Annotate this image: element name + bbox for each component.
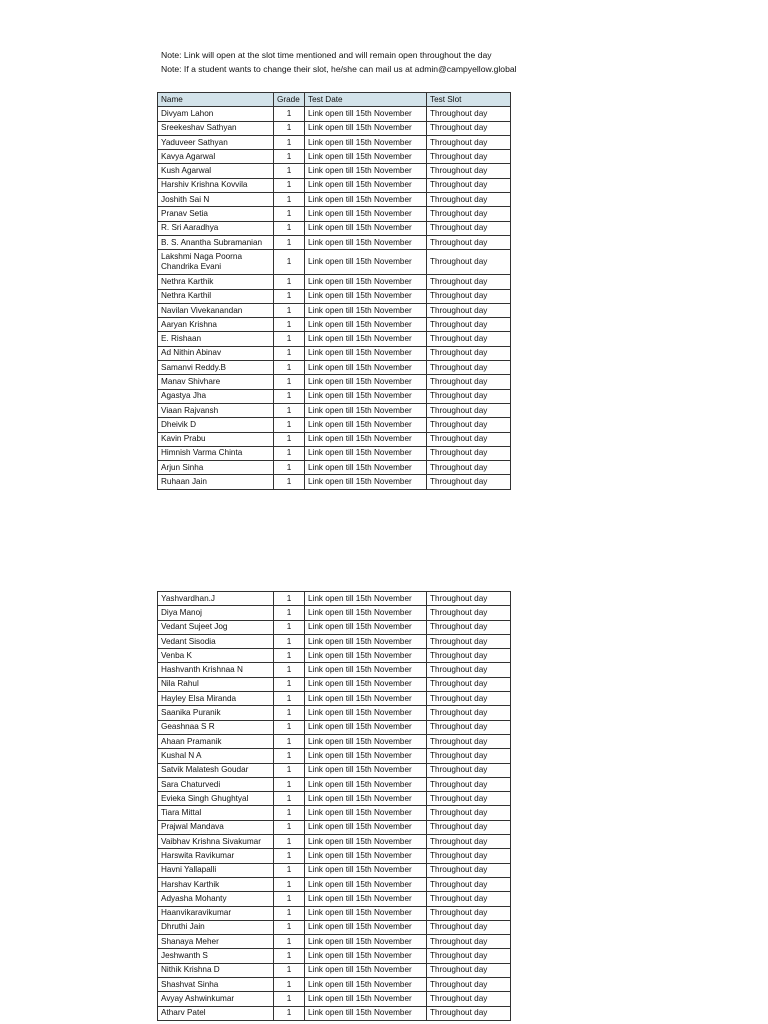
cell-test-slot: Throughout day <box>427 250 511 275</box>
cell-test-date: Link open till 15th November <box>305 734 427 748</box>
table-row <box>158 706 511 720</box>
cell-test-date: Link open till 15th November <box>305 135 427 149</box>
cell-test-date: Link open till 15th November <box>305 949 427 963</box>
cell-test-slot: Throughout day <box>427 375 511 389</box>
cell-name: Havni Yallapalli <box>158 863 274 877</box>
table-row <box>158 906 511 920</box>
table-row <box>158 963 511 977</box>
cell-test-slot: Throughout day <box>427 892 511 906</box>
cell-test-date: Link open till 15th November <box>305 221 427 235</box>
cell-test-date: Link open till 15th November <box>305 777 427 791</box>
cell-test-slot: Throughout day <box>427 706 511 720</box>
cell-test-date: Link open till 15th November <box>305 207 427 221</box>
cell-grade: 1 <box>274 949 305 963</box>
table-row <box>158 361 511 375</box>
cell-name: Divyam Lahon <box>158 107 274 121</box>
cell-test-slot: Throughout day <box>427 389 511 403</box>
cell-name: Yashvardhan.J <box>158 592 274 606</box>
table-row <box>158 150 511 164</box>
table-row <box>158 107 511 121</box>
table-row <box>158 289 511 303</box>
table-row <box>158 418 511 432</box>
cell-grade: 1 <box>274 920 305 934</box>
table-row <box>158 446 511 460</box>
cell-grade: 1 <box>274 418 305 432</box>
cell-grade: 1 <box>274 763 305 777</box>
table-row <box>158 692 511 706</box>
table-row <box>158 649 511 663</box>
cell-test-slot: Throughout day <box>427 849 511 863</box>
cell-name: Kavya Agarwal <box>158 150 274 164</box>
cell-grade: 1 <box>274 692 305 706</box>
cell-name: Jeshwanth S <box>158 949 274 963</box>
cell-grade: 1 <box>274 835 305 849</box>
cell-grade: 1 <box>274 275 305 289</box>
cell-grade: 1 <box>274 734 305 748</box>
table-row <box>158 863 511 877</box>
cell-name: Shanaya Meher <box>158 935 274 949</box>
cell-test-date: Link open till 15th November <box>305 806 427 820</box>
cell-name: B. S. Anantha Subramanian <box>158 235 274 249</box>
cell-name: Lakshmi Naga Poorna Chandrika Evani <box>158 250 274 275</box>
cell-name: Adyasha Mohanty <box>158 892 274 906</box>
cell-test-slot: Throughout day <box>427 992 511 1006</box>
table-row <box>158 332 511 346</box>
cell-test-slot: Throughout day <box>427 150 511 164</box>
table-row <box>158 164 511 178</box>
cell-name: Nethra Karthil <box>158 289 274 303</box>
cell-name: Nithik Krishna D <box>158 963 274 977</box>
cell-grade: 1 <box>274 164 305 178</box>
table-header-row <box>158 93 511 107</box>
cell-test-slot: Throughout day <box>427 121 511 135</box>
cell-name: E. Rishaan <box>158 332 274 346</box>
cell-grade: 1 <box>274 706 305 720</box>
cell-grade: 1 <box>274 634 305 648</box>
cell-test-date: Link open till 15th November <box>305 649 427 663</box>
cell-test-slot: Throughout day <box>427 806 511 820</box>
cell-test-slot: Throughout day <box>427 978 511 992</box>
cell-test-date: Link open till 15th November <box>305 863 427 877</box>
table-row <box>158 121 511 135</box>
cell-test-slot: Throughout day <box>427 235 511 249</box>
table-row <box>158 592 511 606</box>
cell-grade: 1 <box>274 235 305 249</box>
cell-test-date: Link open till 15th November <box>305 318 427 332</box>
cell-grade: 1 <box>274 389 305 403</box>
cell-test-slot: Throughout day <box>427 403 511 417</box>
cell-name: Pranav Setia <box>158 207 274 221</box>
cell-test-date: Link open till 15th November <box>305 178 427 192</box>
cell-name: Venba K <box>158 649 274 663</box>
cell-test-date: Link open till 15th November <box>305 121 427 135</box>
cell-grade: 1 <box>274 620 305 634</box>
cell-grade: 1 <box>274 892 305 906</box>
header-grade: Grade <box>274 93 305 107</box>
cell-grade: 1 <box>274 720 305 734</box>
cell-grade: 1 <box>274 792 305 806</box>
cell-test-slot: Throughout day <box>427 318 511 332</box>
cell-test-date: Link open till 15th November <box>305 446 427 460</box>
table-row <box>158 1006 511 1020</box>
cell-name: Joshith Sai N <box>158 193 274 207</box>
cell-test-date: Link open till 15th November <box>305 634 427 648</box>
table-row <box>158 193 511 207</box>
cell-name: Geashnaa S R <box>158 720 274 734</box>
table-row <box>158 734 511 748</box>
cell-name: Sreekeshav Sathyan <box>158 121 274 135</box>
cell-test-slot: Throughout day <box>427 461 511 475</box>
cell-test-date: Link open till 15th November <box>305 164 427 178</box>
cell-test-date: Link open till 15th November <box>305 432 427 446</box>
table-row <box>158 221 511 235</box>
cell-test-slot: Throughout day <box>427 332 511 346</box>
cell-test-slot: Throughout day <box>427 649 511 663</box>
cell-grade: 1 <box>274 318 305 332</box>
cell-test-date: Link open till 15th November <box>305 835 427 849</box>
cell-grade: 1 <box>274 649 305 663</box>
cell-test-slot: Throughout day <box>427 303 511 317</box>
cell-name: Kush Agarwal <box>158 164 274 178</box>
cell-grade: 1 <box>274 677 305 691</box>
table-row <box>158 275 511 289</box>
cell-grade: 1 <box>274 992 305 1006</box>
header-test-date: Test Date <box>305 93 427 107</box>
cell-name: Vedant Sisodia <box>158 634 274 648</box>
cell-test-date: Link open till 15th November <box>305 475 427 489</box>
cell-name: Dhruthi Jain <box>158 920 274 934</box>
cell-test-date: Link open till 15th November <box>305 389 427 403</box>
table-row <box>158 978 511 992</box>
cell-grade: 1 <box>274 863 305 877</box>
cell-test-slot: Throughout day <box>427 107 511 121</box>
table-1-body <box>158 107 511 489</box>
cell-test-slot: Throughout day <box>427 663 511 677</box>
cell-test-slot: Throughout day <box>427 963 511 977</box>
cell-test-slot: Throughout day <box>427 863 511 877</box>
cell-name: Ad Nithin Abinav <box>158 346 274 360</box>
cell-name: Saanika Puranik <box>158 706 274 720</box>
cell-grade: 1 <box>274 346 305 360</box>
cell-test-date: Link open till 15th November <box>305 418 427 432</box>
cell-test-date: Link open till 15th November <box>305 820 427 834</box>
table-row <box>158 892 511 906</box>
table-row <box>158 763 511 777</box>
cell-grade: 1 <box>274 475 305 489</box>
table-row <box>158 475 511 489</box>
table-row <box>158 792 511 806</box>
table-row <box>158 935 511 949</box>
cell-test-slot: Throughout day <box>427 906 511 920</box>
header-test-slot: Test Slot <box>427 93 511 107</box>
cell-test-date: Link open till 15th November <box>305 303 427 317</box>
cell-grade: 1 <box>274 178 305 192</box>
cell-grade: 1 <box>274 121 305 135</box>
table-row <box>158 677 511 691</box>
cell-test-slot: Throughout day <box>427 949 511 963</box>
cell-name: R. Sri Aaradhya <box>158 221 274 235</box>
cell-grade: 1 <box>274 849 305 863</box>
cell-test-date: Link open till 15th November <box>305 592 427 606</box>
cell-test-slot: Throughout day <box>427 606 511 620</box>
cell-grade: 1 <box>274 250 305 275</box>
cell-test-date: Link open till 15th November <box>305 963 427 977</box>
cell-test-date: Link open till 15th November <box>305 906 427 920</box>
table-row <box>158 318 511 332</box>
table-row <box>158 375 511 389</box>
cell-name: Vaibhav Krishna Sivakumar <box>158 835 274 849</box>
table-row <box>158 920 511 934</box>
cell-test-date: Link open till 15th November <box>305 150 427 164</box>
cell-test-date: Link open till 15th November <box>305 920 427 934</box>
cell-grade: 1 <box>274 877 305 891</box>
cell-name: Prajwal Mandava <box>158 820 274 834</box>
cell-test-slot: Throughout day <box>427 475 511 489</box>
cell-test-slot: Throughout day <box>427 221 511 235</box>
cell-test-date: Link open till 15th November <box>305 935 427 949</box>
cell-test-slot: Throughout day <box>427 346 511 360</box>
cell-test-date: Link open till 15th November <box>305 892 427 906</box>
table-row <box>158 634 511 648</box>
cell-name: Harshav Karthik <box>158 877 274 891</box>
cell-test-slot: Throughout day <box>427 592 511 606</box>
cell-name: Ruhaan Jain <box>158 475 274 489</box>
cell-name: Navilan Vivekanandan <box>158 303 274 317</box>
cell-grade: 1 <box>274 963 305 977</box>
cell-test-slot: Throughout day <box>427 820 511 834</box>
cell-test-date: Link open till 15th November <box>305 193 427 207</box>
cell-name: Yaduveer Sathyan <box>158 135 274 149</box>
cell-test-date: Link open till 15th November <box>305 706 427 720</box>
cell-test-slot: Throughout day <box>427 720 511 734</box>
cell-test-date: Link open till 15th November <box>305 275 427 289</box>
cell-test-date: Link open till 15th November <box>305 792 427 806</box>
table-row <box>158 835 511 849</box>
cell-grade: 1 <box>274 446 305 460</box>
cell-grade: 1 <box>274 221 305 235</box>
cell-test-slot: Throughout day <box>427 178 511 192</box>
table-2-body <box>158 592 511 1021</box>
cell-test-date: Link open till 15th November <box>305 692 427 706</box>
cell-test-date: Link open till 15th November <box>305 606 427 620</box>
table-row <box>158 389 511 403</box>
cell-grade: 1 <box>274 806 305 820</box>
table-row <box>158 178 511 192</box>
table-row <box>158 403 511 417</box>
cell-test-slot: Throughout day <box>427 418 511 432</box>
cell-grade: 1 <box>274 777 305 791</box>
cell-test-slot: Throughout day <box>427 135 511 149</box>
cell-name: Evieka Singh Ghughtyal <box>158 792 274 806</box>
cell-test-date: Link open till 15th November <box>305 346 427 360</box>
cell-name: Hayley Elsa Miranda <box>158 692 274 706</box>
cell-test-date: Link open till 15th November <box>305 720 427 734</box>
cell-grade: 1 <box>274 375 305 389</box>
cell-test-date: Link open till 15th November <box>305 107 427 121</box>
cell-name: Nila Rahul <box>158 677 274 691</box>
cell-test-date: Link open till 15th November <box>305 235 427 249</box>
cell-grade: 1 <box>274 135 305 149</box>
cell-test-slot: Throughout day <box>427 289 511 303</box>
cell-name: Haanvikaravikumar <box>158 906 274 920</box>
cell-test-slot: Throughout day <box>427 935 511 949</box>
cell-grade: 1 <box>274 107 305 121</box>
table-row <box>158 207 511 221</box>
cell-name: Shashvat Sinha <box>158 978 274 992</box>
cell-test-date: Link open till 15th November <box>305 663 427 677</box>
cell-grade: 1 <box>274 332 305 346</box>
cell-test-slot: Throughout day <box>427 877 511 891</box>
cell-name: Kushal N A <box>158 749 274 763</box>
cell-name: Himnish Varma Chinta <box>158 446 274 460</box>
table-row <box>158 949 511 963</box>
cell-test-slot: Throughout day <box>427 193 511 207</box>
cell-name: Agastya Jha <box>158 389 274 403</box>
cell-name: Satvik Malatesh Goudar <box>158 763 274 777</box>
cell-test-slot: Throughout day <box>427 164 511 178</box>
cell-name: Ahaan Pramanik <box>158 734 274 748</box>
cell-test-date: Link open till 15th November <box>305 877 427 891</box>
table-row <box>158 303 511 317</box>
cell-name: Dheivik D <box>158 418 274 432</box>
table-row <box>158 235 511 249</box>
cell-test-slot: Throughout day <box>427 777 511 791</box>
cell-test-date: Link open till 15th November <box>305 1006 427 1020</box>
cell-name: Tiara Mittal <box>158 806 274 820</box>
cell-test-date: Link open till 15th November <box>305 749 427 763</box>
cell-test-slot: Throughout day <box>427 749 511 763</box>
table-row <box>158 432 511 446</box>
table-row <box>158 606 511 620</box>
cell-name: Arjun Sinha <box>158 461 274 475</box>
cell-test-date: Link open till 15th November <box>305 289 427 303</box>
note-change-slot: Note: If a student wants to change their slot, he/she can mail us at admin@campyellow.global <box>161 64 517 74</box>
cell-name: Sara Chaturvedi <box>158 777 274 791</box>
cell-name: Aaryan Krishna <box>158 318 274 332</box>
cell-name: Harshiv Krishna Kovvila <box>158 178 274 192</box>
cell-test-slot: Throughout day <box>427 207 511 221</box>
cell-test-slot: Throughout day <box>427 677 511 691</box>
table-row <box>158 346 511 360</box>
cell-grade: 1 <box>274 606 305 620</box>
cell-grade: 1 <box>274 403 305 417</box>
cell-test-date: Link open till 15th November <box>305 763 427 777</box>
cell-grade: 1 <box>274 193 305 207</box>
cell-name: Avyay Ashwinkumar <box>158 992 274 1006</box>
cell-test-date: Link open till 15th November <box>305 403 427 417</box>
table-row <box>158 461 511 475</box>
cell-test-slot: Throughout day <box>427 763 511 777</box>
cell-name: Vedant Sujeet Jog <box>158 620 274 634</box>
table-row <box>158 720 511 734</box>
cell-grade: 1 <box>274 906 305 920</box>
table-row <box>158 777 511 791</box>
note-slot-timing: Note: Link will open at the slot time mentioned and will remain open throughout the day <box>161 50 492 60</box>
cell-test-date: Link open till 15th November <box>305 375 427 389</box>
cell-test-date: Link open till 15th November <box>305 849 427 863</box>
cell-grade: 1 <box>274 150 305 164</box>
cell-name: Samanvi Reddy.B <box>158 361 274 375</box>
cell-grade: 1 <box>274 820 305 834</box>
cell-name: Manav Shivhare <box>158 375 274 389</box>
table-row <box>158 749 511 763</box>
cell-name: Harswita Ravikumar <box>158 849 274 863</box>
table-row <box>158 820 511 834</box>
table-row <box>158 877 511 891</box>
cell-grade: 1 <box>274 361 305 375</box>
cell-test-slot: Throughout day <box>427 734 511 748</box>
cell-name: Viaan Rajvansh <box>158 403 274 417</box>
cell-test-slot: Throughout day <box>427 446 511 460</box>
cell-name: Kavin Prabu <box>158 432 274 446</box>
cell-test-date: Link open till 15th November <box>305 677 427 691</box>
cell-test-slot: Throughout day <box>427 361 511 375</box>
cell-test-date: Link open till 15th November <box>305 461 427 475</box>
schedule-table-1 <box>157 92 511 490</box>
cell-test-slot: Throughout day <box>427 432 511 446</box>
cell-test-slot: Throughout day <box>427 1006 511 1020</box>
table-row <box>158 135 511 149</box>
table-row <box>158 663 511 677</box>
table-row <box>158 849 511 863</box>
cell-test-slot: Throughout day <box>427 634 511 648</box>
cell-test-slot: Throughout day <box>427 692 511 706</box>
cell-grade: 1 <box>274 935 305 949</box>
cell-name: Atharv Patel <box>158 1006 274 1020</box>
cell-test-date: Link open till 15th November <box>305 978 427 992</box>
cell-grade: 1 <box>274 663 305 677</box>
cell-test-date: Link open till 15th November <box>305 332 427 346</box>
cell-grade: 1 <box>274 432 305 446</box>
cell-name: Hashvanth Krishnaa N <box>158 663 274 677</box>
cell-grade: 1 <box>274 978 305 992</box>
cell-grade: 1 <box>274 1006 305 1020</box>
table-row <box>158 250 511 275</box>
cell-test-slot: Throughout day <box>427 920 511 934</box>
cell-grade: 1 <box>274 461 305 475</box>
header-name: Name <box>158 93 274 107</box>
table-row <box>158 620 511 634</box>
cell-test-slot: Throughout day <box>427 835 511 849</box>
cell-name: Diya Manoj <box>158 606 274 620</box>
table-row <box>158 806 511 820</box>
cell-grade: 1 <box>274 749 305 763</box>
cell-test-date: Link open till 15th November <box>305 361 427 375</box>
cell-test-slot: Throughout day <box>427 792 511 806</box>
cell-test-date: Link open till 15th November <box>305 250 427 275</box>
cell-grade: 1 <box>274 207 305 221</box>
schedule-table-2 <box>157 591 511 1021</box>
cell-grade: 1 <box>274 592 305 606</box>
cell-test-date: Link open till 15th November <box>305 992 427 1006</box>
cell-test-slot: Throughout day <box>427 620 511 634</box>
cell-test-slot: Throughout day <box>427 275 511 289</box>
cell-grade: 1 <box>274 303 305 317</box>
table-row <box>158 992 511 1006</box>
cell-name: Nethra Karthik <box>158 275 274 289</box>
cell-grade: 1 <box>274 289 305 303</box>
cell-test-date: Link open till 15th November <box>305 620 427 634</box>
